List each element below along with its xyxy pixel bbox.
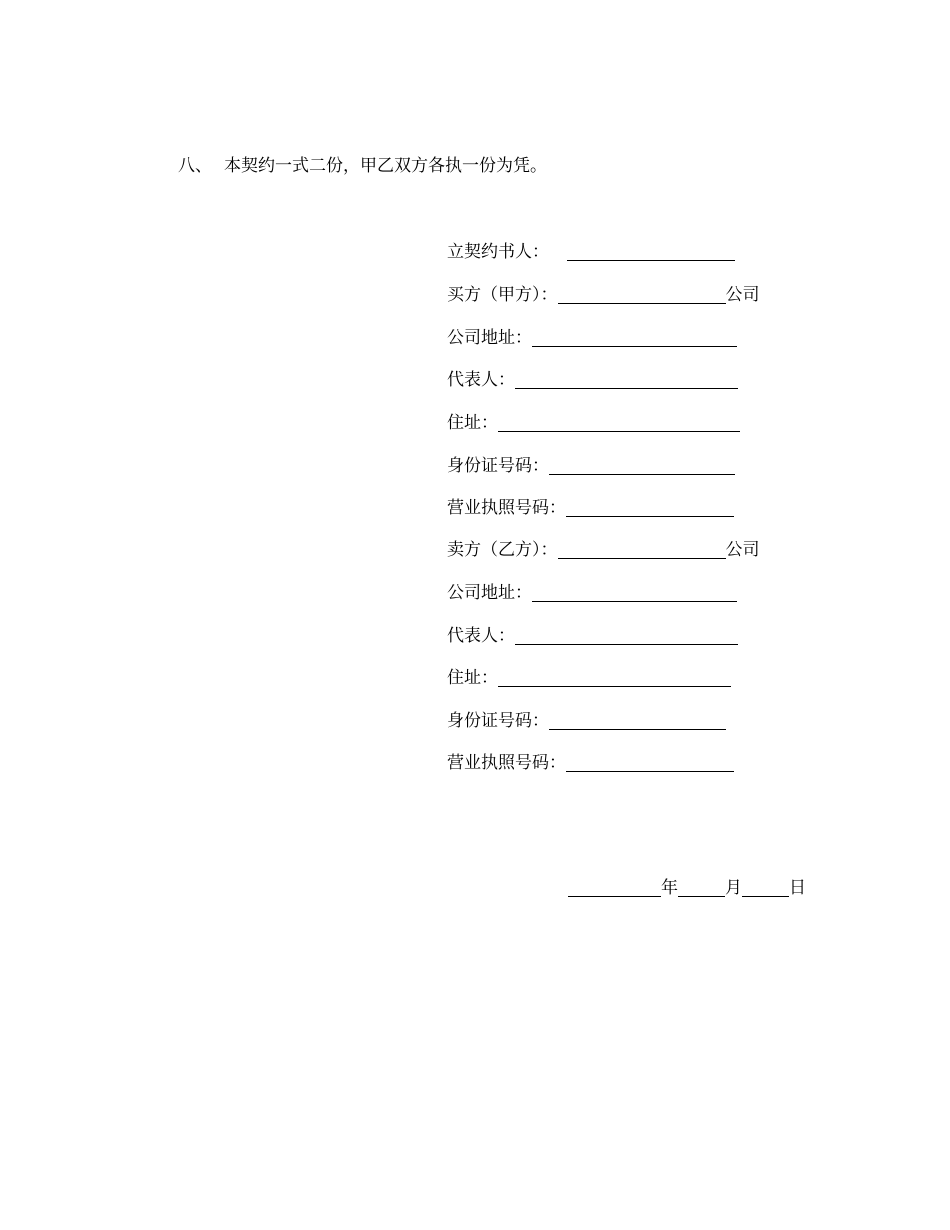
seller-id-line xyxy=(447,709,726,733)
date-line xyxy=(568,876,806,900)
buyer-company-line xyxy=(447,283,760,307)
seller-company-suffix: 公司 xyxy=(725,540,760,560)
buyer-id-label: 身份证号码： xyxy=(447,456,549,476)
seller-representative-blank[interactable] xyxy=(515,626,738,645)
buyer-license-label: 营业执照号码： xyxy=(447,498,566,518)
seller-company-blank[interactable] xyxy=(558,540,726,559)
buyer-residence-line xyxy=(447,411,740,435)
clause-eight xyxy=(178,154,547,178)
seller-company-address-label: 公司地址： xyxy=(447,583,532,603)
buyer-id-blank[interactable] xyxy=(549,456,735,475)
seller-id-blank[interactable] xyxy=(549,711,726,730)
buyer-license-line xyxy=(447,496,734,520)
buyer-residence-label: 住址： xyxy=(447,413,498,433)
buyer-company-suffix: 公司 xyxy=(725,285,760,305)
buyer-company-address-label: 公司地址： xyxy=(447,328,532,348)
buyer-residence-blank[interactable] xyxy=(498,413,740,432)
buyer-license-blank[interactable] xyxy=(566,498,734,517)
buyer-representative-blank[interactable] xyxy=(515,370,738,389)
seller-company-address-blank[interactable] xyxy=(532,583,737,602)
seller-representative-line xyxy=(447,624,738,648)
year-label: 年 xyxy=(661,878,678,898)
day-blank[interactable] xyxy=(742,878,789,897)
seller-license-label: 营业执照号码： xyxy=(447,753,566,773)
buyer-representative-line xyxy=(447,368,738,392)
seller-license-blank[interactable] xyxy=(566,753,734,772)
seller-address-line xyxy=(447,581,737,605)
signatory-line xyxy=(447,240,735,264)
signatory-blank[interactable] xyxy=(567,242,735,261)
buyer-representative-label: 代表人： xyxy=(447,370,515,390)
clause-number: 八、 xyxy=(178,156,212,176)
seller-license-line xyxy=(447,751,734,775)
buyer-company-blank[interactable] xyxy=(558,285,726,304)
seller-residence-label: 住址： xyxy=(447,668,498,688)
seller-residence-line xyxy=(447,666,731,690)
seller-residence-blank[interactable] xyxy=(498,668,731,687)
month-blank[interactable] xyxy=(678,878,725,897)
signatory-label: 立契约书人： xyxy=(447,242,549,262)
buyer-label: 买方（甲方）： xyxy=(447,285,558,305)
seller-representative-label: 代表人： xyxy=(447,626,515,646)
year-blank[interactable] xyxy=(568,878,661,897)
seller-id-label: 身份证号码： xyxy=(447,711,549,731)
clause-text: 本契约一式二份，甲乙双方各执一份为凭。 xyxy=(224,156,547,176)
day-label: 日 xyxy=(789,878,806,898)
buyer-id-line xyxy=(447,454,735,478)
buyer-address-line xyxy=(447,326,737,350)
seller-company-line xyxy=(447,538,760,562)
buyer-company-address-blank[interactable] xyxy=(532,328,737,347)
seller-label: 卖方（乙方）： xyxy=(447,540,558,560)
month-label: 月 xyxy=(725,878,742,898)
